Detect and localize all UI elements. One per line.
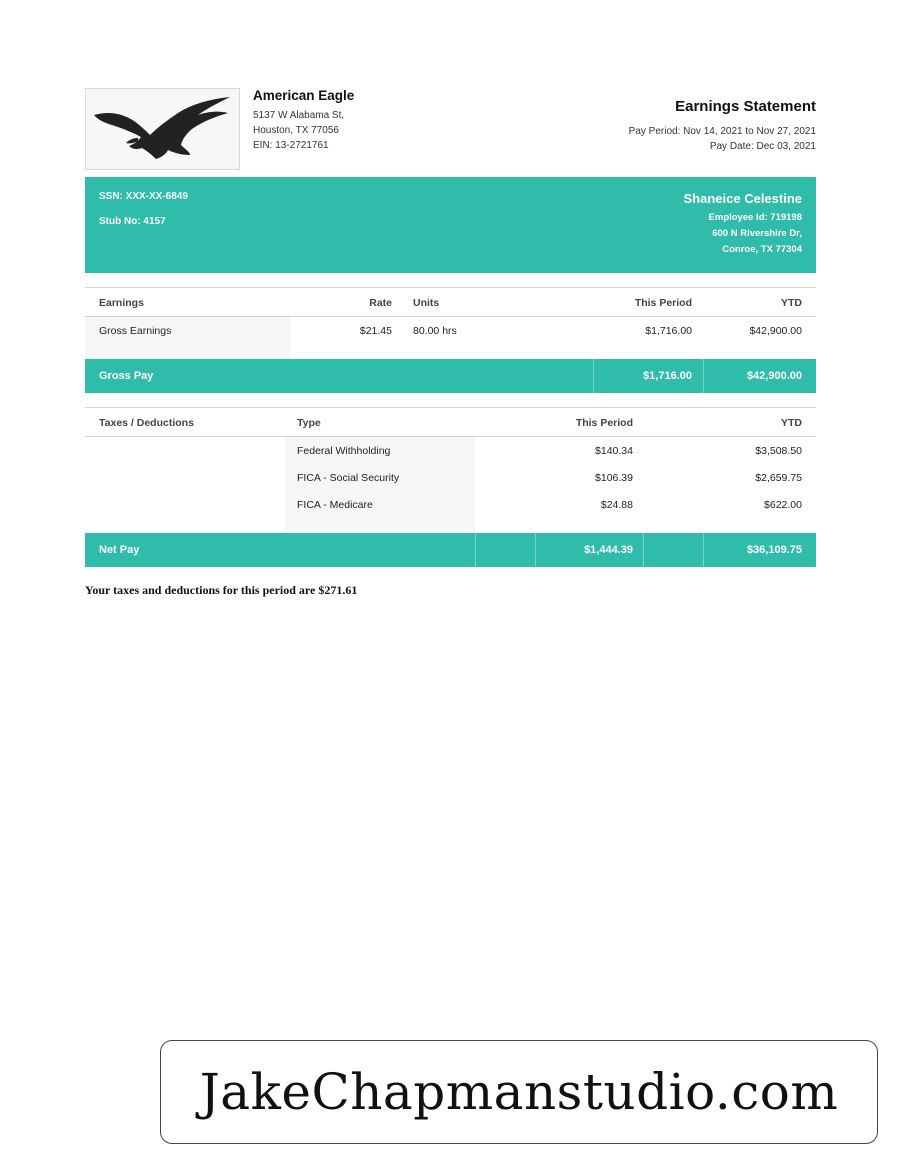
deductions-summary: Your taxes and deductions for this period are $271.61: [85, 583, 358, 597]
net-pay-ytd: $36,109.75: [746, 544, 802, 556]
taxes-header-ytd: YTD: [781, 417, 802, 429]
earnings-label-shade: [85, 317, 290, 359]
earnings-table: [85, 287, 816, 359]
gross-pay-label: Gross Pay: [99, 370, 154, 382]
taxes-header-label: Taxes / Deductions: [99, 417, 194, 429]
company-logo: [85, 88, 240, 170]
net-pay-this-period: $1,444.39: [584, 544, 633, 556]
company-info: [253, 88, 354, 153]
tax-row-this-period: $140.34: [595, 445, 633, 457]
gross-pay-divider-2: [703, 359, 704, 393]
stub-number: Stub No: 4157: [99, 216, 166, 227]
watermark-banner: [160, 1040, 878, 1144]
earnings-header-this-period: This Period: [634, 297, 692, 309]
gross-pay-ytd: $42,900.00: [746, 370, 802, 382]
employee-id: Employee Id: 719198: [708, 212, 802, 223]
company-address-line1: 5137 W Alabama St,: [253, 110, 345, 121]
pay-period: Pay Period: Nov 14, 2021 to Nov 27, 2021: [628, 126, 816, 137]
earnings-header-ytd: YTD: [781, 297, 802, 309]
company-ein: EIN: 13-2721761: [253, 140, 329, 151]
tax-row-ytd: $622.00: [764, 499, 802, 511]
gross-earnings-units: 80.00 hrs: [413, 325, 457, 337]
employee-address-line1: 600 N Rivershire Dr,: [712, 228, 802, 239]
employee-ssn: SSN: XXX-XX-6849: [99, 191, 188, 202]
taxes-table: [85, 407, 816, 533]
tax-row-ytd: $3,508.50: [755, 445, 802, 457]
gross-pay-bar: [85, 359, 816, 393]
gross-pay-divider-1: [593, 359, 594, 393]
earnings-top-rule: [85, 287, 816, 288]
tax-row-type: FICA - Medicare: [297, 499, 373, 511]
net-pay-divider-4: [703, 533, 704, 567]
gross-earnings-rate: $21.45: [359, 325, 392, 337]
tax-row-this-period: $106.39: [595, 472, 633, 484]
pay-date: Pay Date: Dec 03, 2021: [709, 141, 816, 152]
statement-title: Earnings Statement: [675, 98, 816, 115]
gross-earnings-ytd: $42,900.00: [749, 325, 802, 337]
earnings-header-label: Earnings: [99, 297, 144, 309]
net-pay-divider-3: [643, 533, 644, 567]
net-pay-label: Net Pay: [99, 544, 140, 556]
eagle-logo-icon: [86, 89, 239, 169]
employee-address-line2: Conroe, TX 77304: [722, 244, 802, 255]
watermark-text: JakeChapmanstudio.com: [199, 1063, 839, 1121]
tax-row-ytd: $2,659.75: [755, 472, 802, 484]
net-pay-bar: [85, 533, 816, 567]
earnings-header-units: Units: [413, 297, 440, 309]
statement-header: [629, 98, 816, 154]
tax-row-this-period: $24.88: [600, 499, 633, 511]
employee-details: [684, 191, 803, 258]
net-pay-divider-1: [475, 533, 476, 567]
gross-pay-this-period: $1,716.00: [643, 370, 692, 382]
taxes-header-type: Type: [297, 417, 321, 429]
gross-earnings-label: Gross Earnings: [99, 325, 172, 337]
employee-name: Shaneice Celestine: [683, 191, 802, 206]
taxes-top-rule: [85, 407, 816, 408]
gross-earnings-this-period: $1,716.00: [645, 325, 692, 337]
earnings-header-rate: Rate: [369, 297, 392, 309]
company-address-line2: Houston, TX 77056: [253, 125, 339, 136]
company-name: American Eagle: [253, 88, 355, 103]
net-pay-divider-2: [535, 533, 536, 567]
tax-row-type: Federal Withholding: [297, 445, 391, 457]
tax-row-type: FICA - Social Security: [297, 472, 400, 484]
employee-band: [85, 177, 816, 273]
taxes-header-this-period: This Period: [575, 417, 633, 429]
